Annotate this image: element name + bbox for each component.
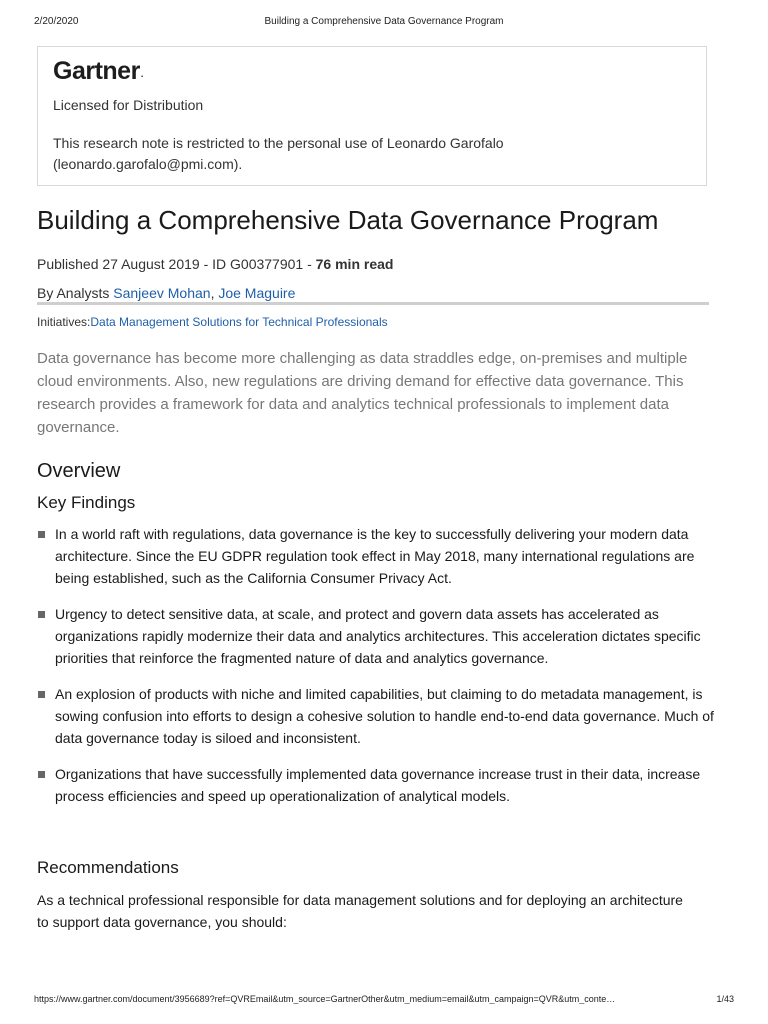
document-summary: Data governance has become more challenging as data straddles edge, on-premises and multiple cloud environments. Also, new regulations are driving demand for effective data governance. This research provides a framework for data and analytics technical professionals to implement data governance. bbox=[37, 350, 688, 436]
initiative-link[interactable]: Data Management Solutions for Technical Professionals bbox=[90, 315, 388, 329]
print-url: https://www.gartner.com/document/3956689?ref=QVREmail&utm_source=GartnerOther&utm_medium=email&utm_campaign=QVR&utm_conte… bbox=[34, 994, 616, 1004]
license-label: Licensed for Distribution bbox=[53, 97, 204, 113]
square-bullet-icon bbox=[38, 771, 45, 778]
list-item bbox=[37, 683, 717, 749]
recommendations-heading: Recommendations bbox=[37, 858, 179, 877]
key-findings-heading: Key Findings bbox=[37, 493, 136, 512]
print-footer bbox=[34, 994, 734, 1008]
list-item bbox=[37, 603, 717, 669]
finding-text: Urgency to detect sensitive data, at scale, and protect and govern data assets has accelerated as organizations rapidly modernize their data and analytics architectures. This acceleration dictates specific priorities that reinforce the fragmented nature of data and analytics governance. bbox=[55, 606, 701, 666]
finding-text: Organizations that have successfully implemented data governance increase trust in their data, increase process efficiencies and speed up operationalization of analytical models. bbox=[55, 766, 701, 804]
print-header bbox=[34, 16, 734, 30]
document-title: Building a Comprehensive Data Governance Program bbox=[37, 205, 659, 235]
published-line bbox=[37, 256, 393, 272]
initiatives-line bbox=[37, 315, 388, 329]
header-divider bbox=[37, 302, 709, 305]
square-bullet-icon bbox=[38, 611, 45, 618]
analyst-link-joe-maguire[interactable]: Joe Maguire bbox=[218, 285, 296, 301]
analyst-link-sanjeev-mohan[interactable]: Sanjeev Mohan bbox=[113, 285, 211, 301]
finding-text: An explosion of products with niche and limited capabilities, but claiming to do metadata management, is sowing confusion into efforts to design a cohesive solution to handle end-to-end data governance. Much of data governance today is siloed and inconsistent. bbox=[55, 686, 714, 746]
analysts-separator: , bbox=[210, 285, 219, 301]
square-bullet-icon bbox=[38, 531, 45, 538]
published-info: Published 27 August 2019 - ID G00377901 - bbox=[37, 256, 316, 272]
analysts-line bbox=[37, 285, 295, 301]
list-item bbox=[37, 763, 717, 807]
gartner-logo-text: Gartner bbox=[53, 57, 140, 85]
key-findings-list bbox=[37, 523, 717, 821]
list-item bbox=[37, 523, 717, 589]
finding-text: In a world raft with regulations, data governance is the key to successfully delivering your modern data architecture. Since the EU GDPR regulation took effect in May 2018, many international regulations are being established, such as the California Consumer Privacy Act. bbox=[55, 526, 695, 586]
license-box bbox=[37, 46, 707, 186]
gartner-logo-mark: . bbox=[140, 69, 143, 79]
overview-heading: Overview bbox=[37, 460, 121, 482]
recommendations-intro: As a technical professional responsible for data management solutions and for deploying an architecture to support data governance, you should: bbox=[37, 892, 683, 930]
analysts-prefix: By Analysts bbox=[37, 285, 114, 301]
license-note: This research note is restricted to the personal use of Leonardo Garofalo (leonardo.garofalo@pmi.com). bbox=[53, 135, 504, 172]
print-date: 2/20/2020 bbox=[34, 16, 79, 27]
square-bullet-icon bbox=[38, 691, 45, 698]
page-number: 1/43 bbox=[716, 994, 734, 1004]
print-page-title: Building a Comprehensive Data Governance Program bbox=[264, 16, 504, 27]
gartner-logo bbox=[53, 57, 143, 86]
initiatives-label: Initiatives: bbox=[37, 315, 91, 329]
read-time: 76 min read bbox=[315, 256, 394, 272]
